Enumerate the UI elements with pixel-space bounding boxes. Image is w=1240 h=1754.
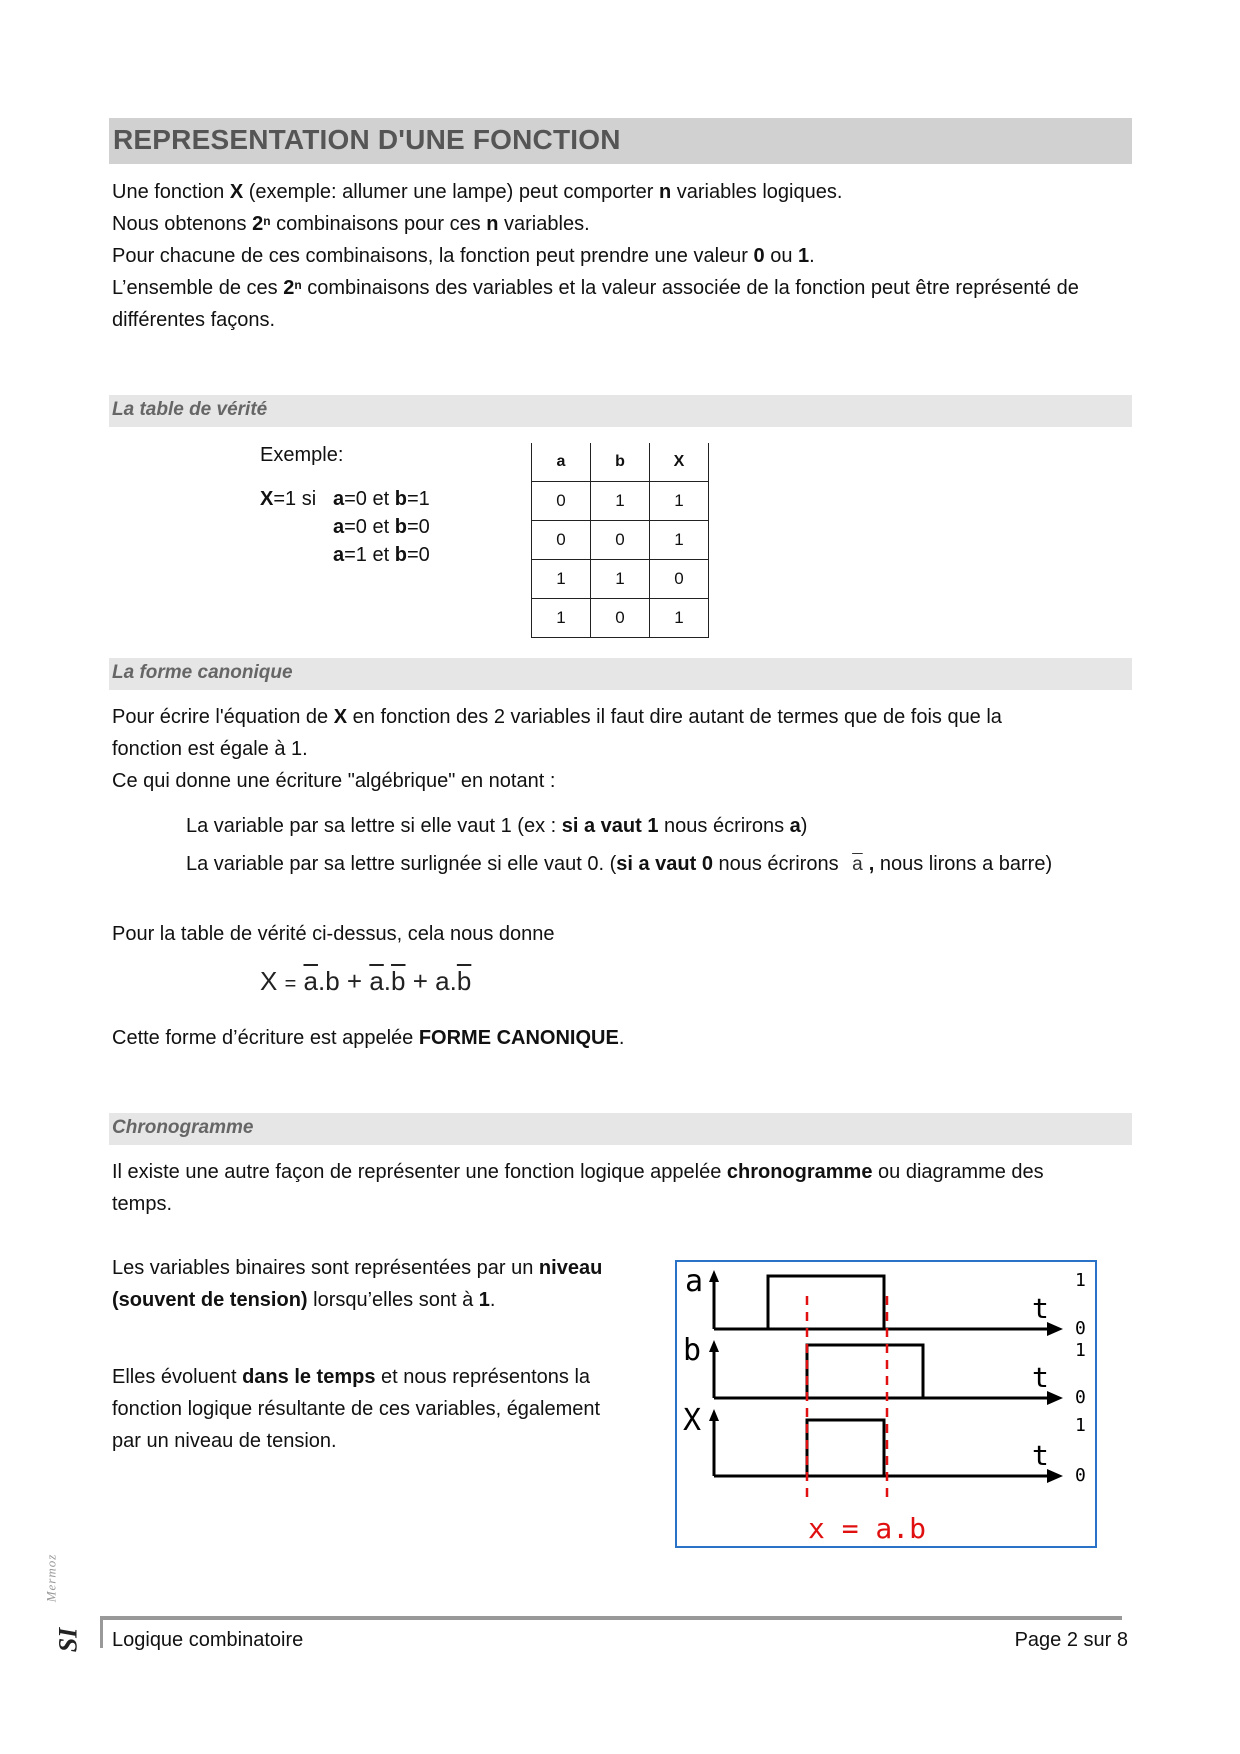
truth-table xyxy=(531,443,709,638)
table-row xyxy=(532,521,709,560)
chrono-line-7: par un niveau de tension. xyxy=(112,1430,337,1452)
chrono-line-5: Elles évoluent dans le temps et nous représentons la xyxy=(112,1366,591,1388)
table-cell: 1 xyxy=(591,482,650,521)
chrono-line-6: fonction logique résultante de ces variables, également xyxy=(112,1398,601,1420)
table-cell: 1 xyxy=(591,560,650,599)
condition-3: a=1 et b=0 xyxy=(333,544,430,566)
rule-1: La variable par sa lettre si elle vaut 1 (ex : si a vaut 1 nous écrirons a) xyxy=(186,815,808,837)
table-cell: 0 xyxy=(532,521,591,560)
table-cell: 0 xyxy=(591,599,650,638)
table-cell: 0 xyxy=(532,482,591,521)
condition-2: a=0 et b=0 xyxy=(333,516,430,538)
footer-rule-vertical xyxy=(100,1616,103,1648)
condition-1: a=0 et b=1 xyxy=(333,488,430,510)
signal-label-a: a xyxy=(685,1264,704,1299)
page-number: Page 2 sur 8 xyxy=(1014,1629,1128,1651)
subsection-title: La table de vérité xyxy=(112,399,268,420)
table-row xyxy=(532,599,709,638)
example-label: Exemple: xyxy=(260,444,344,466)
level-zero-a: 0 xyxy=(1075,1318,1086,1339)
canon-line-5: Cette forme d’écriture est appelée FORME CANONIQUE. xyxy=(112,1027,625,1049)
column-header: a xyxy=(532,443,591,482)
signal-label-b: b xyxy=(683,1333,702,1368)
signal-label-x: X xyxy=(683,1403,702,1438)
subsection-bar-truth-table xyxy=(109,395,1132,427)
level-one-a: 1 xyxy=(1075,1270,1086,1291)
intro-line-1: Une fonction X (exemple: allumer une lampe) peut comporter n variables logiques. xyxy=(112,181,843,203)
si-logo-text: SI xyxy=(53,1627,83,1653)
chrono-line-4: (souvent de tension) lorsqu’elles sont à 1. xyxy=(112,1289,496,1311)
footer-title: Logique combinatoire xyxy=(112,1629,304,1651)
level-zero-b: 0 xyxy=(1075,1387,1086,1408)
formula-label: x = a.b xyxy=(808,1512,927,1545)
subsection-title: La forme canonique xyxy=(112,662,293,683)
level-one-b: 1 xyxy=(1075,1340,1086,1361)
subsection-bar-canonical xyxy=(109,658,1132,690)
chrono-line-1: Il existe une autre façon de représenter une fonction logique appelée chronogramme ou diagramme des xyxy=(112,1161,1044,1183)
school-logo xyxy=(43,1540,100,1653)
chrono-line-3: Les variables binaires sont représentées par un niveau xyxy=(112,1257,603,1279)
column-header: X xyxy=(650,443,709,482)
table-cell: 1 xyxy=(650,521,709,560)
subsection-title: Chronogramme xyxy=(112,1117,254,1138)
canon-line-1: Pour écrire l'équation de X en fonction des 2 variables il faut dire autant de termes que de fois que la xyxy=(112,706,1002,728)
time-label-x: t xyxy=(1032,1439,1049,1472)
column-header: b xyxy=(591,443,650,482)
canon-line-2: fonction est égale à 1. xyxy=(112,738,308,760)
intro-line-4: L’ensemble de ces 2$^n$ combinaisons des variables et la valeur associée de la fonction peut être représenté de xyxy=(112,277,1079,299)
subsection-bar-chronogram xyxy=(109,1113,1132,1145)
chronogram-diagram xyxy=(675,1260,1098,1549)
intro-line-3: Pour chacune de ces combinaisons, la fonction peut prendre une valeur 0 ou 1. xyxy=(112,245,815,267)
intro-line-2: Nous obtenons 2$^n$ combinaisons pour ces n variables. xyxy=(112,213,590,235)
table-cell: 1 xyxy=(650,599,709,638)
level-one-x: 1 xyxy=(1075,1415,1086,1436)
table-row xyxy=(532,482,709,521)
table-row xyxy=(532,560,709,599)
footer-rule xyxy=(100,1616,1122,1620)
a-bar-symbol: $\overline{a}$ xyxy=(852,854,863,875)
school-name: Mermoz xyxy=(43,1553,59,1603)
table-cell: 1 xyxy=(532,560,591,599)
table-header-row xyxy=(532,443,709,482)
table-cell: 0 xyxy=(591,521,650,560)
table-cell: 1 xyxy=(532,599,591,638)
time-label-b: t xyxy=(1032,1361,1049,1394)
x-condition-label: X=1 si xyxy=(260,488,317,510)
time-label-a: t xyxy=(1032,1292,1049,1325)
intro-line-5: différentes façons. xyxy=(112,309,276,331)
chrono-line-2: temps. xyxy=(112,1193,173,1215)
page-title: REPRESENTATION D'UNE FONCTION xyxy=(113,124,621,155)
canonical-equation: $X = \overline{a}.b + \overline{a}.\overline{b} + a.\overline{b}$ xyxy=(260,966,472,996)
canon-line-3: Ce qui donne une écriture "algébrique" en notant : xyxy=(112,770,556,792)
table-cell: 0 xyxy=(650,560,709,599)
table-cell: 1 xyxy=(650,482,709,521)
rule-2: La variable par sa lettre surlignée si elle vaut 0. (si a vaut 0 nous écrirons $\overline{a}$ , nous lirons a barre) xyxy=(186,848,1052,881)
section-heading-bar xyxy=(109,118,1132,164)
level-zero-x: 0 xyxy=(1075,1465,1086,1486)
canon-line-4: Pour la table de vérité ci-dessus, cela nous donne xyxy=(112,923,555,945)
